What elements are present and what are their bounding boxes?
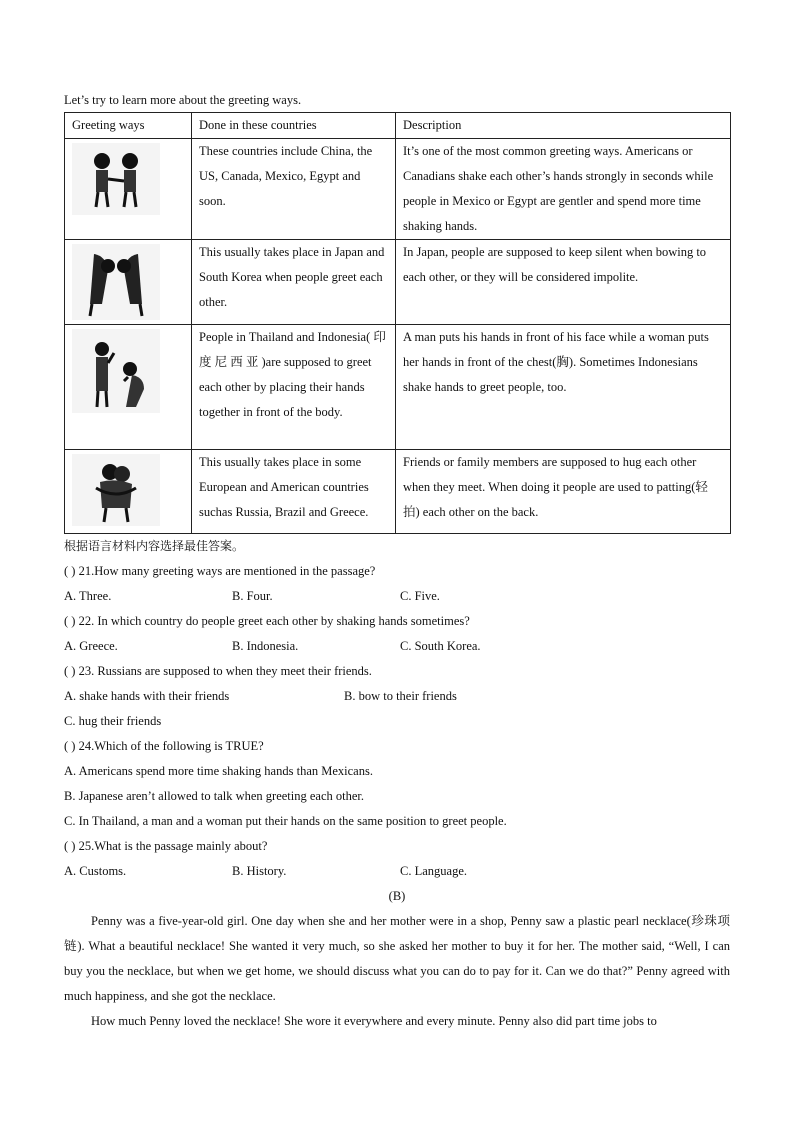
header-description: Description — [396, 113, 731, 139]
question-25-options — [64, 859, 730, 884]
option-a[interactable]: A. Americans spend more time shaking hands than Mexicans. — [64, 764, 373, 778]
question-23-options-ab — [64, 684, 730, 709]
question-21: ( ) 21.How many greeting ways are mentioned in the passage? — [64, 564, 376, 578]
countries-cell: This usually takes place in Japan and South Korea when people greet each other. — [192, 240, 396, 325]
description-cell: A man puts his hands in front of his face while a woman puts her hands in front of the chest(胸). Sometimes Indonesians shake hands to greet people, too. — [396, 325, 731, 450]
option-c[interactable]: C. Language. — [400, 864, 467, 878]
question-21-options — [64, 584, 730, 609]
option-c[interactable]: C. Five. — [400, 589, 440, 603]
option-b[interactable]: B. Four. — [232, 589, 273, 603]
table-row — [65, 139, 731, 240]
table-row — [65, 325, 731, 450]
handshake-picture-cell — [65, 139, 192, 240]
description-cell: It’s one of the most common greeting ways. Americans or Canadians shake each other’s hands strongly in seconds while people in Mexico or Egypt are gentler and spend more time shaking hands. — [396, 139, 731, 240]
greeting-ways-table — [64, 112, 731, 534]
option-a[interactable]: A. Three. — [64, 589, 112, 603]
question-25: ( ) 25.What is the passage mainly about? — [64, 839, 268, 853]
option-c[interactable]: C. hug their friends — [64, 714, 162, 728]
option-b[interactable]: B. History. — [232, 864, 287, 878]
option-b[interactable]: B. Japanese aren’t allowed to talk when greeting each other. — [64, 789, 365, 803]
option-b[interactable]: B. bow to their friends — [344, 689, 457, 703]
option-a[interactable]: A. shake hands with their friends — [64, 689, 230, 703]
passage-paragraph-1: Penny was a five-year-old girl. One day when she and her mother were in a shop, Penny saw a plastic pearl necklace(珍珠项链). What a beautiful necklace! She wanted it very much, so she asked her mother to buy it for her. The mother said, “Well, I can buy you the necklace, but when we get home, we should discuss what you can do to pay for it. Can we do that?” Penny agreed with much happiness, and she got the necklace. — [64, 914, 730, 1003]
option-a[interactable]: A. Customs. — [64, 864, 127, 878]
worksheet-page — [64, 88, 730, 1034]
section-b-label: (B) — [388, 889, 406, 903]
hug-picture-cell — [65, 450, 192, 534]
table-row — [65, 240, 731, 325]
countries-cell: These countries include China, the US, Canada, Mexico, Egypt and soon. — [192, 139, 396, 240]
bowing-illustration — [72, 244, 160, 320]
question-23: ( ) 23. Russians are supposed to when they meet their friends. — [64, 664, 372, 678]
hands-together-illustration — [72, 329, 160, 413]
table-row — [65, 450, 731, 534]
hands-together-picture-cell — [65, 325, 192, 450]
option-a[interactable]: A. Greece. — [64, 639, 118, 653]
bowing-picture-cell — [65, 240, 192, 325]
countries-cell: This usually takes place in some European and American countries suchas Russia, Brazil and Greece. — [192, 450, 396, 534]
option-c[interactable]: C. In Thailand, a man and a woman put their hands on the same position to greet people. — [64, 814, 507, 828]
question-24: ( ) 24.Which of the following is TRUE? — [64, 739, 264, 753]
description-cell: In Japan, people are supposed to keep silent when bowing to each other, or they will be considered impolite. — [396, 240, 731, 325]
description-cell: Friends or family members are supposed to hug each other when they meet. When doing it people are used to patting(轻拍) each other on the back. — [396, 450, 731, 534]
table-header-row — [65, 113, 731, 139]
handshake-illustration — [72, 143, 160, 215]
question-22-options — [64, 634, 730, 659]
intro-text: Let’s try to learn more about the greeting ways. — [64, 93, 302, 107]
header-greeting-ways: Greeting ways — [65, 113, 192, 139]
option-c[interactable]: C. South Korea. — [400, 639, 481, 653]
instruction-text: 根据语言材料内容选择最佳答案。 — [64, 539, 245, 553]
hug-illustration — [72, 454, 160, 526]
question-22: ( ) 22. In which country do people greet each other by shaking hands sometimes? — [64, 614, 470, 628]
header-countries: Done in these countries — [192, 113, 396, 139]
countries-cell: People in Thailand and Indonesia( 印 度 尼 西 亚 )are supposed to greet each other by placing their hands together in front of the body. — [192, 325, 396, 450]
option-b[interactable]: B. Indonesia. — [232, 639, 299, 653]
passage-paragraph-2: How much Penny loved the necklace! She wore it everywhere and every minute. Penny also did part time jobs to — [91, 1014, 657, 1028]
